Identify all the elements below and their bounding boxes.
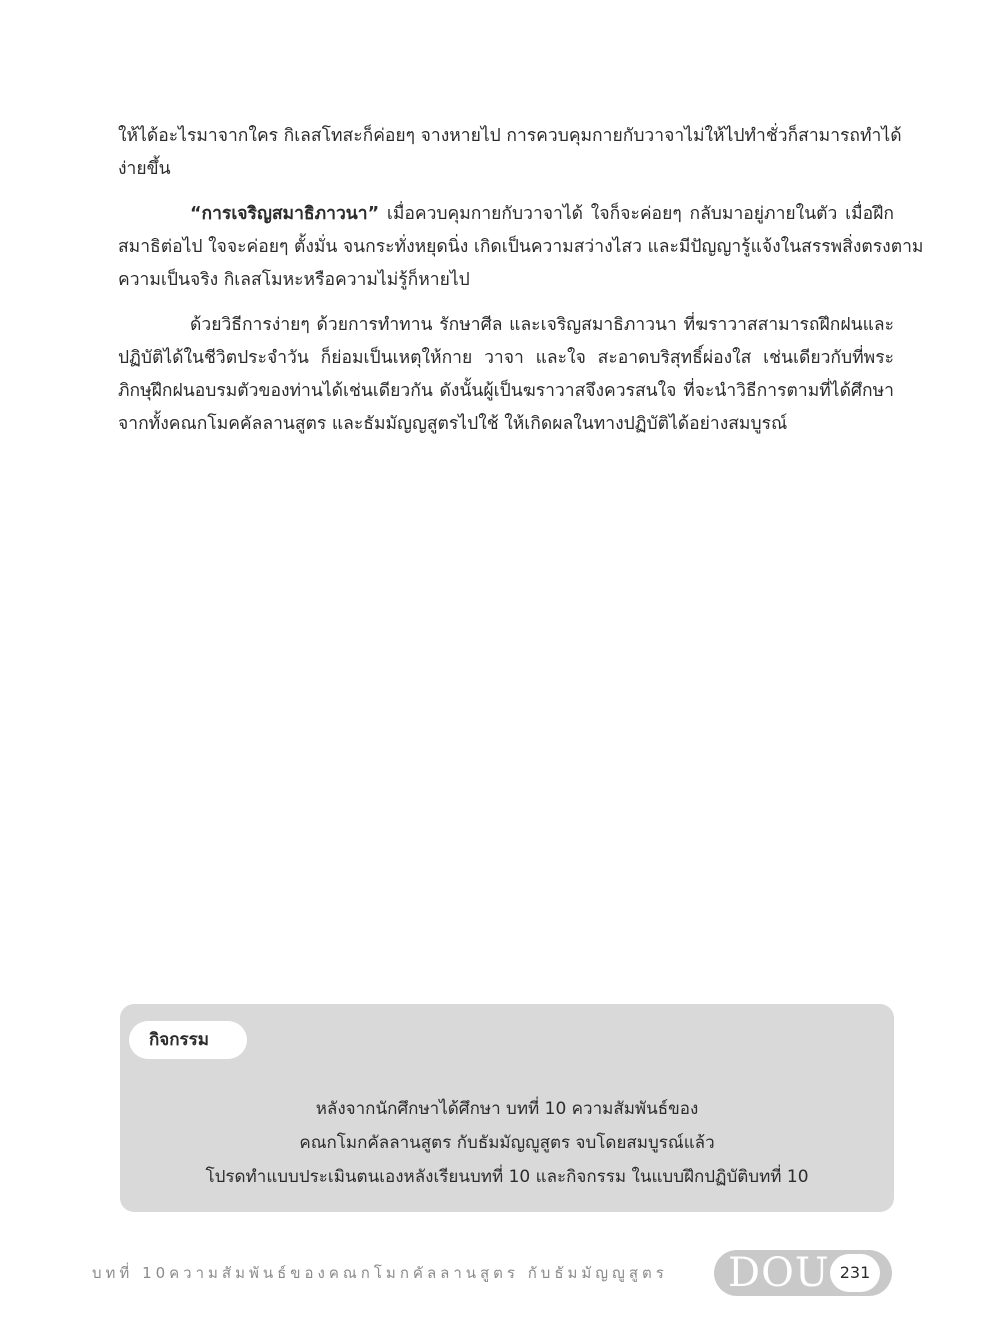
paragraph-2 xyxy=(118,198,924,297)
paragraph-1 xyxy=(118,120,902,186)
activity-title: กิจกรรม xyxy=(129,1021,247,1059)
text-line: จากทั้งคณกโมคคัลลานสูตร และธัมมัญญสูตรไปใช้ ให้เกิดผลในทางปฏิบัติได้อย่างสมบูรณ์ xyxy=(118,414,788,434)
activity-line: คณกโมกคัลลานสูตร กับธัมมัญญูสูตร จบโดยสมบูรณ์แล้ว xyxy=(299,1133,715,1153)
text-line: สมาธิต่อไป ใจจะค่อยๆ ตั้งมั่น จนกระทั่งหยุดนิ่ง เกิดเป็นความสว่างไสว และมีปัญญารู้แจ้งในสรรพสิ่งตรงตาม xyxy=(118,237,924,257)
page-number: 231 xyxy=(830,1254,880,1292)
paragraph-3 xyxy=(118,309,894,441)
text-line: ปฏิบัติได้ในชีวิตประจำวัน ก็ย่อมเป็นเหตุให้กาย วาจา และใจ สะอาดบริสุทธิ์ผ่องใส เช่นเดียวกับที่พระ xyxy=(118,348,894,368)
body-text xyxy=(118,120,924,453)
text-line: ด้วยวิธีการง่ายๆ ด้วยการทำทาน รักษาศีล และเจริญสมาธิภาวนา ที่ฆราวาสสามารถฝึกฝนและ xyxy=(190,315,894,335)
activity-line: หลังจากนักศึกษาได้ศึกษา บทที่ 10 ความสัมพันธ์ของ xyxy=(315,1099,699,1119)
bold-term: “การเจริญสมาธิภาวนา” xyxy=(190,204,380,224)
activity-instructions xyxy=(120,1092,894,1194)
footer-chapter-title: บทที่ 10ความสัมพันธ์ของคณกโมกคัลลานสูตร กับธัมมัญญูสูตร xyxy=(92,1264,668,1282)
text-line: ให้ได้อะไรมาจากใคร กิเลสโทสะก็ค่อยๆ จางหายไป การควบคุมกายกับวาจาไม่ให้ไปทำชั่วก็สามารถทำได้ xyxy=(118,126,902,146)
text-line: ความเป็นจริง กิเลสโมหะหรือความไม่รู้ก็หายไป xyxy=(118,270,470,290)
text-line: ภิกษุฝึกฝนอบรมตัวของท่านได้เช่นเดียวกัน ดังนั้นผู้เป็นฆราวาสจึงควรสนใจ ที่จะนำวิธีการตามที่ได้ศึกษา xyxy=(118,381,894,401)
text-line xyxy=(118,198,894,231)
text-line: ง่ายขึ้น xyxy=(118,159,171,179)
text-segment: เมื่อควบคุมกายกับวาจาได้ ใจก็จะค่อยๆ กลับมาอยู่ภายในตัว เมื่อฝึก xyxy=(379,204,894,224)
activity-line: โปรดทำแบบประเมินตนเองหลังเรียนบทที่ 10 และกิจกรรม ในแบบฝึกปฏิบัติบทที่ 10 xyxy=(205,1167,809,1187)
dou-logo: DOU xyxy=(728,1250,830,1296)
